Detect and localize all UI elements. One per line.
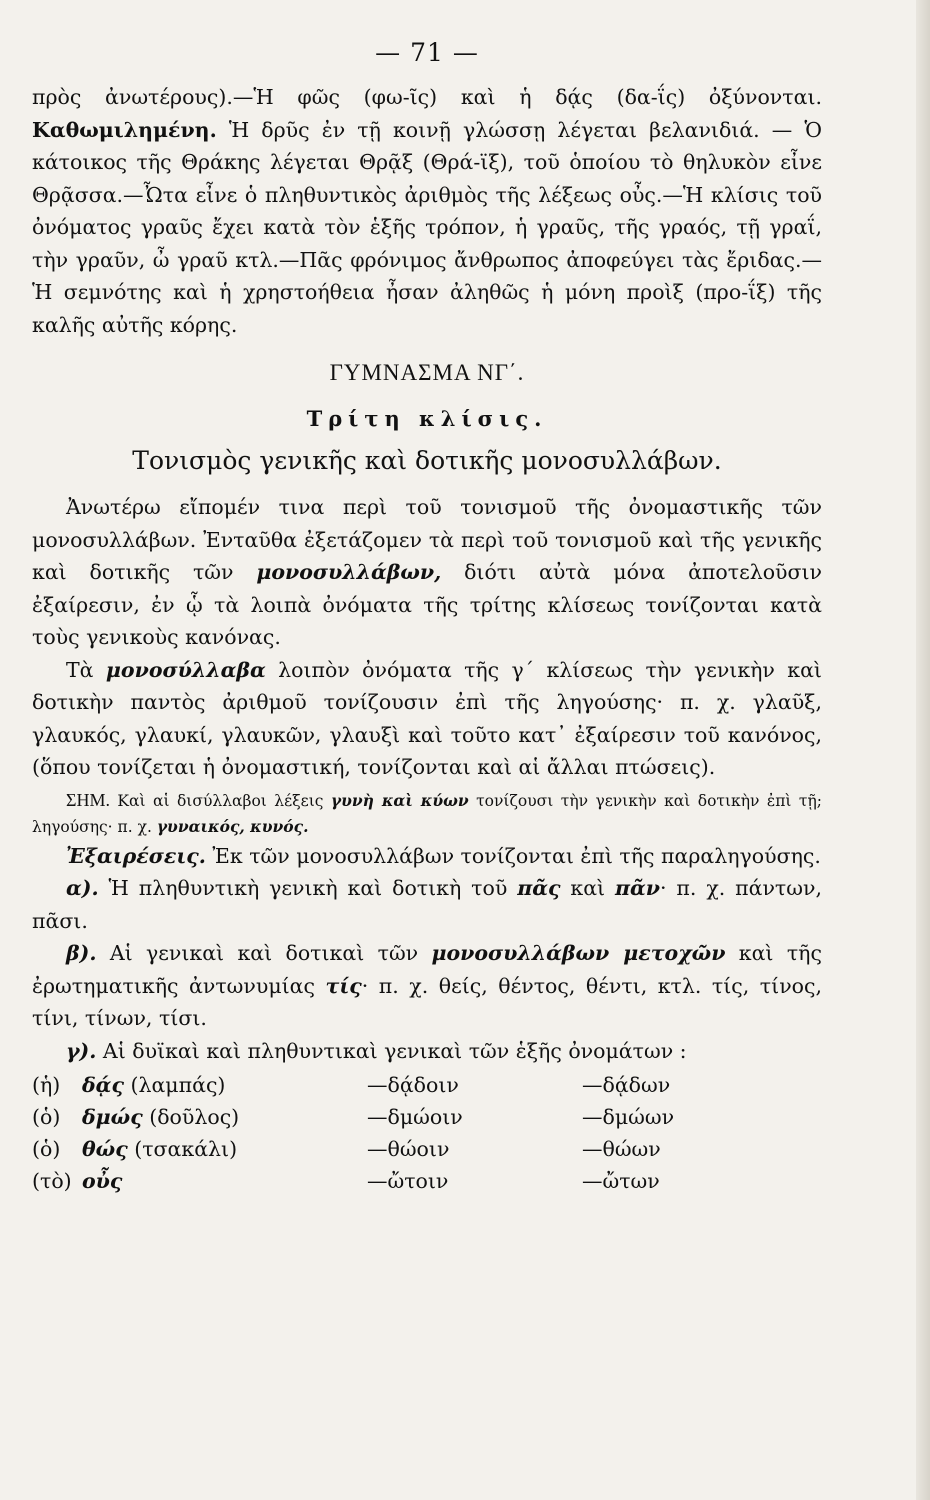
form-headword: δμώς — [82, 1105, 143, 1129]
rule-c-label: γ). — [66, 1038, 97, 1063]
table-row — [32, 1101, 732, 1133]
exceptions-label: Ἐξαιρέσεις. — [66, 843, 206, 868]
table-row — [32, 1133, 732, 1165]
rule-b-label: β). — [66, 941, 97, 965]
rule-emphasis: μονοσυλλάβων μετοχῶν — [431, 941, 726, 965]
emphasis-monosyllables: μονοσυλλάβων, — [256, 560, 442, 584]
rule-emphasis: τίς — [325, 973, 362, 998]
body-text: Τὰ — [66, 657, 94, 682]
note-text: τονίζουσι τὴν γενικὴν καὶ δοτικὴν ἐπὶ τῇ; ληγούσης· π. χ. — [32, 791, 822, 836]
exercise-heading: ΓΥΜΝΑΣΜΑ ΝΓ΄. — [329, 360, 525, 385]
rule-text: · π. χ. πάντων, πᾶσι. — [32, 876, 822, 933]
rule-c — [32, 1035, 822, 1068]
form-word — [82, 1069, 367, 1101]
form-headword: δᾴς — [82, 1073, 124, 1097]
body-text: λοιπὸν ὀνόματα τῆς γ΄ κλίσεως τὴν γενικὴν καὶ δοτικὴν παντὸς ἀριθμοῦ τονίζουσιν ἐπὶ τῆς ληγούσης· π. χ. γλαῦξ, γλαυκός, γλαυκί, γλαυκῶν, γλαυξὶ καὶ τοῦτο κατ᾿ ἐξαίρεσιν τοῦ κανόνος, (ὅπου τονίζεται ἡ ὀνομαστική, τονίζονται καὶ αἱ ἄλλαι πτώσεις). — [32, 657, 822, 779]
page-content — [32, 38, 822, 1197]
form-dual: —ὤτοιν — [367, 1169, 449, 1193]
rule-text: Ἡ πληθυντικὴ γενικὴ καὶ δοτικὴ τοῦ — [108, 876, 508, 900]
note-emphasis: γυναικός, κυνός. — [156, 816, 309, 836]
form-word — [82, 1165, 367, 1197]
rule-text: Αἱ δυϊκαὶ καὶ πληθυντικαὶ γενικαὶ τῶν ἑξῆς ὀνομάτων : — [102, 1038, 687, 1063]
form-plural: —ὤτων — [582, 1169, 660, 1193]
form-meaning: (τσακάλι) — [134, 1137, 238, 1161]
rule-text: καὶ τῆς ἐρωτηματικῆς ἀντωνυμίας — [32, 941, 822, 998]
intro-text-1: πρὸς ἀνωτέρους).—Ἡ φῶς (φω-ῖς) καὶ ἡ δᾴς (δα-ΐς) ὀξύνονται. — [32, 85, 822, 109]
rule-a-label: α). — [66, 876, 99, 900]
exceptions-paragraph — [32, 840, 822, 873]
note-emphasis: γυνὴ καὶ κύων — [330, 790, 469, 810]
rule-b — [32, 937, 822, 1035]
form-plural: —θώων — [582, 1137, 661, 1161]
form-plural: —δμώων — [582, 1105, 675, 1129]
body-text: Ἀνωτέρω εἴπομέν τινα περὶ τοῦ τονισμοῦ τῆς ὀνομαστικῆς τῶν μονοσυλλάβων. Ἐνταῦθα ἐξετάζομεν τὰ περὶ τοῦ τονισμοῦ καὶ τῆς γενικῆς καὶ δοτικῆς τῶν — [32, 495, 822, 584]
intro-paragraph — [32, 81, 822, 341]
form-dual: —δμώοιν — [367, 1105, 463, 1129]
exceptions-text: Ἐκ τῶν μονοσυλλάβων τονίζονται ἐπὶ τῆς παραληγούσης. — [212, 843, 821, 868]
body-paragraph-2 — [32, 654, 822, 784]
form-dual: —θώοιν — [367, 1137, 450, 1161]
rule-text: · π. χ. θείς, θέντος, θέντι, κτλ. τίς, τίνος, τίνι, τίνων, τίσι. — [32, 973, 822, 1030]
body-text: διότι αὐτὰ μόνα ἀποτελοῦσιν ἐξαίρεσιν, ἐν ᾧ τὰ λοιπὰ ὀνόματα τῆς τρίτης κλίσεως τονίζονται κατὰ τοὺς γενικοὺς κανόνας. — [32, 560, 822, 649]
note-label: ΣΗΜ. — [66, 789, 110, 810]
form-article: (ἡ) — [32, 1073, 61, 1097]
rule-text: καὶ — [570, 876, 606, 900]
form-article: (τὸ) — [32, 1169, 72, 1193]
form-article: (ὁ) — [32, 1137, 61, 1161]
form-article: (ὁ) — [32, 1105, 61, 1129]
intro-text-2: Ἡ δρῦς ἐν τῇ κοινῇ γλώσσῃ λέγεται βελανιδιά. — Ὁ κάτοικος τῆς Θράκης λέγεται Θρᾷξ (Θρά-ϊξ), τοῦ ὁποίου τὸ θηλυκὸν εἶνε Θρᾷσσα.—Ὦτα εἶνε ὁ πληθυντικὸς ἀριθμὸς τῆς λέξεως οὖς.—Ἡ κλίσις τοῦ ὀνόματος γραῦς ἔχει κατὰ τὸν ἑξῆς τρόπον, ἡ γραῦς, τῆς γραός, τῇ γραΐ, τὴν γραῦν, ὦ γραῦ κτλ.—Πᾶς φρόνιμος ἄνθρωπος ἀποφεύγει τὰς ἔριδας.—Ἡ σεμνότης καὶ ἡ χρηστοήθεια ἦσαν ἀληθῶς ἡ μόνη προὶξ (προ-ΐξ) τῆς καλῆς αὐτῆς κόρης. — [32, 117, 822, 337]
form-plural: —δᾴδων — [582, 1073, 671, 1097]
table-row — [32, 1165, 732, 1197]
topic-heading: Τονισμὸς γενικῆς καὶ δοτικῆς μονοσυλλάβων. — [132, 446, 722, 475]
note-paragraph — [32, 788, 822, 840]
rule-a — [32, 872, 822, 937]
page-number: — 71 — — [375, 38, 479, 67]
rule-text: Αἱ γενικαὶ καὶ δοτικαὶ τῶν — [109, 941, 419, 965]
form-meaning: (δοῦλος) — [149, 1105, 240, 1129]
form-dual: —δᾴδοιν — [367, 1073, 459, 1097]
term-kathomilimeni: Καθωμιλημένη. — [32, 117, 217, 142]
form-word — [82, 1101, 367, 1133]
rule-emphasis: πᾶν — [615, 876, 661, 900]
form-meaning: (λαμπάς) — [130, 1073, 226, 1097]
declension-heading: Τρίτη κλίσις. — [306, 406, 548, 431]
note-text: Καὶ αἱ δισύλλαβοι λέξεις — [117, 791, 324, 810]
form-word — [82, 1133, 367, 1165]
form-headword: οὖς — [82, 1169, 123, 1193]
forms-table — [32, 1069, 732, 1197]
table-row — [32, 1069, 732, 1101]
body-paragraph-1 — [32, 491, 822, 654]
page-edge-shadow — [916, 0, 930, 1500]
form-headword: θώς — [82, 1137, 128, 1161]
emphasis-monosyllabic: μονοσύλλαβα — [105, 657, 266, 682]
rule-emphasis: πᾶς — [517, 876, 561, 900]
